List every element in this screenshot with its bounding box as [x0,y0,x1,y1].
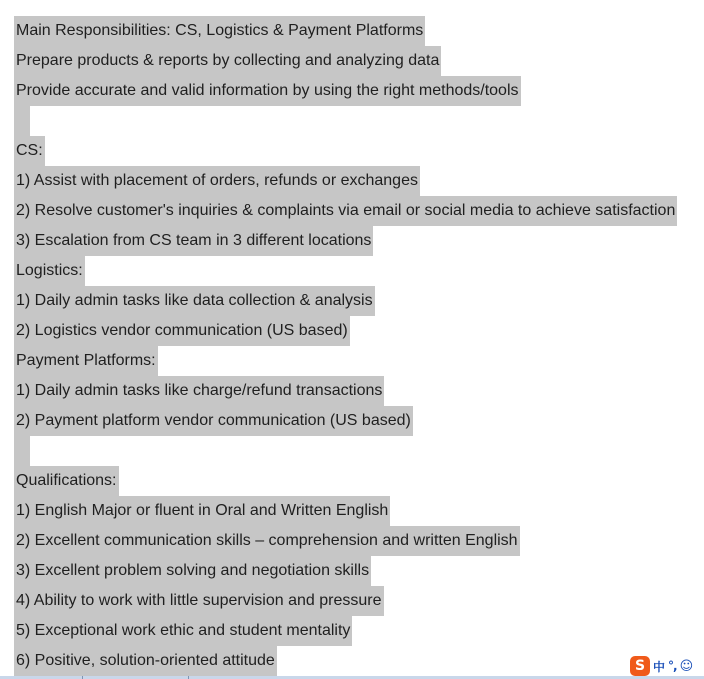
sogou-logo-icon[interactable]: S [630,656,650,676]
selected-text: Provide accurate and valid information by using the right methods/tools [14,76,521,106]
doc-line[interactable] [14,196,677,226]
doc-line[interactable] [14,286,375,316]
selected-text: Logistics: [14,256,85,286]
doc-line[interactable] [14,16,425,46]
selected-text: Qualifications: [14,466,119,496]
emoji-icon[interactable]: ☺ [679,658,694,674]
doc-line[interactable] [14,466,119,496]
selected-text: 5) Exceptional work ethic and student mentality [14,616,352,646]
doc-line[interactable] [14,526,520,556]
selected-text: 3) Excellent problem solving and negotiation skills [14,556,371,586]
ime-toolbar[interactable] [630,655,704,677]
doc-line[interactable] [14,616,352,646]
selected-text: Payment Platforms: [14,346,158,376]
selected-text: 1) Daily admin tasks like charge/refund transactions [14,376,384,406]
ime-mode-toggle[interactable]: 中 [653,659,666,674]
selected-text: Prepare products & reports by collecting and analyzing data [14,46,441,76]
selected-text [14,436,30,466]
doc-line[interactable] [14,316,350,346]
doc-line[interactable] [14,406,413,436]
doc-line[interactable] [14,556,371,586]
doc-line[interactable] [14,46,441,76]
doc-line[interactable] [14,346,158,376]
doc-line[interactable] [14,646,277,676]
doc-line[interactable] [14,376,384,406]
selected-text: 3) Escalation from CS team in 3 different locations [14,226,373,256]
doc-line[interactable] [14,256,85,286]
doc-line[interactable] [14,496,390,526]
selected-text: 2) Logistics vendor communication (US based) [14,316,350,346]
selected-text: Main Responsibilities: CS, Logistics & Payment Platforms [14,16,425,46]
doc-line[interactable] [14,166,420,196]
selected-text: 1) English Major or fluent in Oral and Written English [14,496,390,526]
selected-text: 1) Assist with placement of orders, refunds or exchanges [14,166,420,196]
doc-line[interactable] [14,136,45,166]
punctuation-toggle-icon[interactable]: °, [668,659,677,673]
selected-text: 2) Payment platform vendor communication (US based) [14,406,413,436]
selected-text: CS: [14,136,45,166]
doc-line-empty[interactable] [14,106,30,136]
selected-text [14,106,30,136]
doc-line[interactable] [14,76,521,106]
doc-line[interactable] [14,226,373,256]
selected-text: 4) Ability to work with little supervision and pressure [14,586,384,616]
selected-text: 2) Excellent communication skills – comprehension and written English [14,526,520,556]
selected-text: 6) Positive, solution-oriented attitude [14,646,277,676]
doc-line-empty[interactable] [14,436,30,466]
selected-text: 1) Daily admin tasks like data collection & analysis [14,286,375,316]
doc-line[interactable] [14,586,384,616]
selected-text: 2) Resolve customer's inquiries & complaints via email or social media to achieve satisfaction [14,196,677,226]
